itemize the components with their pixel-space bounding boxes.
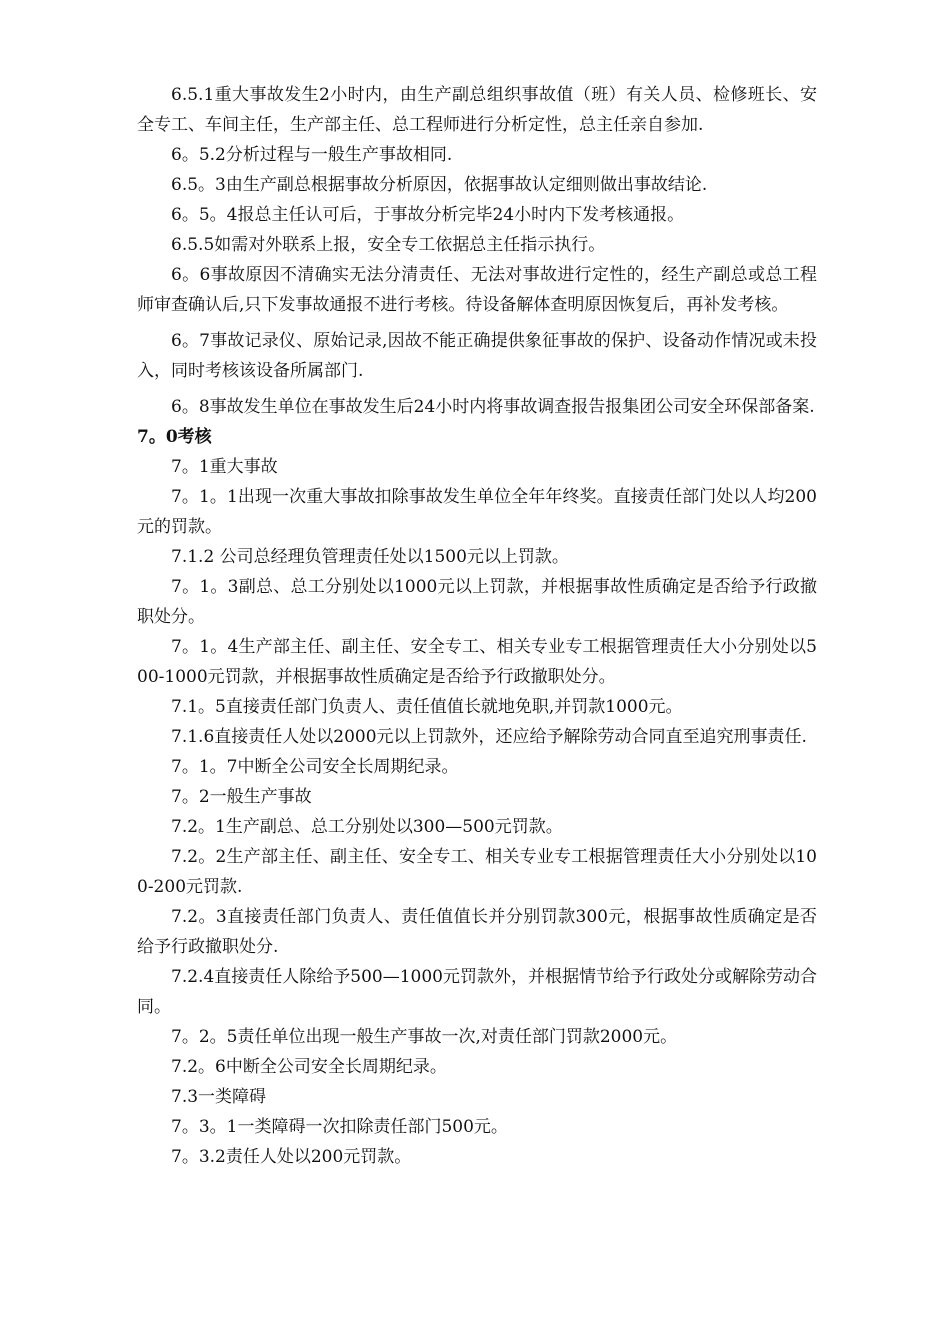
paragraph: 6。7事故记录仪、原始记录,因故不能正确提供象征事故的保护、设备动作情况或未投入，同时考核该设备所属部门. (137, 331, 817, 381)
paragraph: 7。3。1一类障碍一次扣除责任部门500元。 (171, 1117, 508, 1137)
paragraph: 7.2.4直接责任人除给予500—1000元罚款外，并根据情节给予行政处分或解除劳动合同。 (137, 967, 817, 1017)
paragraph: 6.5。3由生产副总根据事故分析原因，依据事故认定细则做出事故结论. (171, 175, 708, 195)
paragraph: 7.1.6直接责任人处以2000元以上罚款外，还应给予解除劳动合同直至追究刑事责任. (171, 727, 807, 747)
document-page (137, 80, 817, 1172)
paragraph: 6。6事故原因不清确实无法分清责任、无法对事故进行定性的，经生产副总或总工程师审查确认后,只下发事故通报不进行考核。待设备解体查明原因恢复后，再补发考核。 (137, 265, 817, 315)
paragraph: 7。1。4生产部主任、副主任、安全专工、相关专业专工根据管理责任大小分别处以500-1000元罚款，并根据事故性质确定是否给予行政撤职处分。 (137, 637, 817, 687)
paragraph: 6。5.2分析过程与一般生产事故相同. (171, 145, 453, 165)
paragraph: 7。2。5责任单位出现一般生产事故一次,对责任部门罚款2000元。 (171, 1027, 678, 1047)
paragraph: 6。8事故发生单位在事故发生后24小时内将事故调查报告报集团公司安全环保部备案. (171, 397, 815, 417)
paragraph: 7.2。1生产副总、总工分别处以300—500元罚款。 (171, 817, 563, 837)
paragraph: 7。1。7中断全公司安全长周期纪录。 (171, 757, 459, 777)
section-heading: 7。0考核 (137, 427, 212, 447)
paragraph: 7。2一般生产事故 (171, 787, 312, 807)
paragraph: 7。1重大事故 (171, 457, 278, 477)
paragraph: 7.2。3直接责任部门负责人、责任值值长并分别罚款300元，根据事故性质确定是否给予行政撤职处分. (137, 907, 817, 957)
paragraph: 7.3一类障碍 (171, 1087, 267, 1107)
paragraph: 7.1。5直接责任部门负责人、责任值值长就地免职,并罚款1000元。 (171, 697, 683, 717)
paragraph: 7。1。3副总、总工分别处以1000元以上罚款，并根据事故性质确定是否给予行政撤职处分。 (137, 577, 817, 627)
paragraph: 7.2。6中断全公司安全长周期纪录。 (171, 1057, 447, 1077)
paragraph: 7.2。2生产部主任、副主任、安全专工、相关专业专工根据管理责任大小分别处以100-200元罚款. (137, 847, 817, 897)
paragraph: 7。1。1出现一次重大事故扣除事故发生单位全年年终奖。直接责任部门处以人均200元的罚款。 (137, 487, 817, 537)
paragraph: 6.5.1重大事故发生2小时内，由生产副总组织事故值（班）有关人员、检修班长、安全专工、车间主任，生产部主任、总工程师进行分析定性，总主任亲自参加. (137, 85, 817, 135)
paragraph: 7。3.2责任人处以200元罚款。 (171, 1147, 412, 1167)
paragraph: 7.1.2 公司总经理负管理责任处以1500元以上罚款。 (171, 547, 569, 567)
paragraph: 6。5。4报总主任认可后，于事故分析完毕24小时内下发考核通报。 (171, 205, 685, 225)
paragraph: 6.5.5如需对外联系上报，安全专工依据总主任指示执行。 (171, 235, 606, 255)
